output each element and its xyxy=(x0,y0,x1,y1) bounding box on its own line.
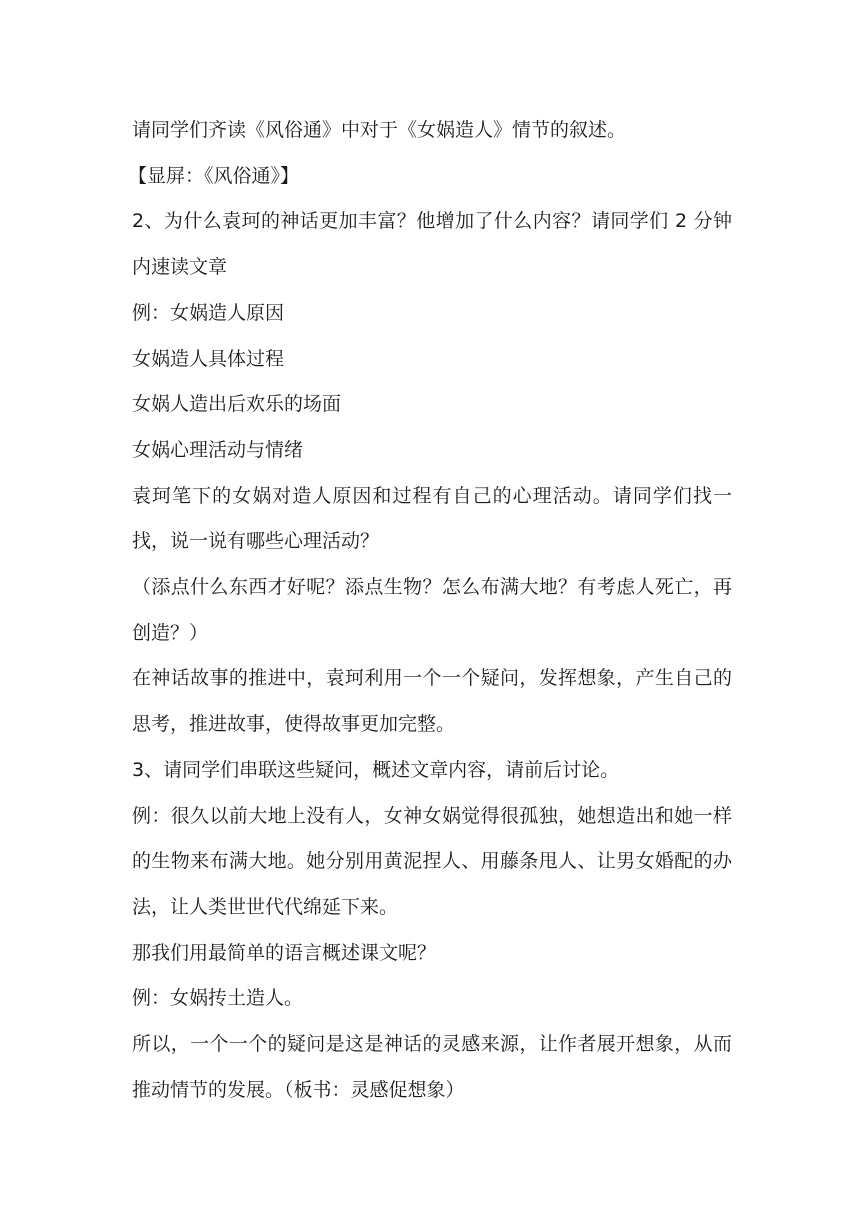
paragraph-story-progress: 在神话故事的推进中，袁珂利用一个一个疑问，发挥想象，产生自己的思考，推进故事，使得故事更加完整。 xyxy=(132,667,732,736)
paragraph-example-summary: 例：很久以前大地上没有人，女神女娲觉得很孤独，她想造出和她一样的生物来布满大地。她分别用黄泥捏人、用藤条甩人、让男女婚配的办法，让人类世世代代绵延下来。 xyxy=(132,804,732,918)
paragraph-process: 女娲造人具体过程 xyxy=(132,347,285,370)
paragraph-question-2: 2、为什么袁珂的神话更加丰富？他增加了什么内容？请同学们 2 分钟内速读文章 xyxy=(132,210,732,279)
paragraph-screen-note: 【显屏：《风俗通》】 xyxy=(128,164,300,187)
paragraph-example-short: 例：女娲抟土造人。 xyxy=(132,987,304,1010)
paragraph-simplest-summary: 那我们用最简单的语言概述课文呢？ xyxy=(132,941,437,964)
paragraph-example-reason: 例：女娲造人原因 xyxy=(132,301,285,324)
paragraph-joy-scene: 女娲人造出后欢乐的场面 xyxy=(132,393,342,416)
paragraph-conclusion: 所以，一个一个的疑问是这是神话的灵感来源，让作者展开想象，从而推动情节的发展。（板书：灵感促想象） xyxy=(132,1033,732,1101)
document-body xyxy=(128,108,732,1113)
paragraph-yuan-ke-nuwa: 袁珂笔下的女娲对造人原因和过程有自己的心理活动。请同学们找一找，说一说有哪些心理活动？ xyxy=(132,484,732,553)
paragraph-mental-activity: 女娲心理活动与情绪 xyxy=(132,438,304,461)
paragraph-question-3: 3、请同学们串联这些疑问，概述文章内容，请前后讨论。 xyxy=(132,758,620,781)
paragraph-parenthetical-questions: （添点什么东西才好呢？添点生物？怎么布满大地？有考虑人死亡，再创造？） xyxy=(132,576,732,644)
paragraph-read-aloud: 请同学们齐读《风俗通》中对于《女娲造人》情节的叙述。 xyxy=(132,119,627,141)
